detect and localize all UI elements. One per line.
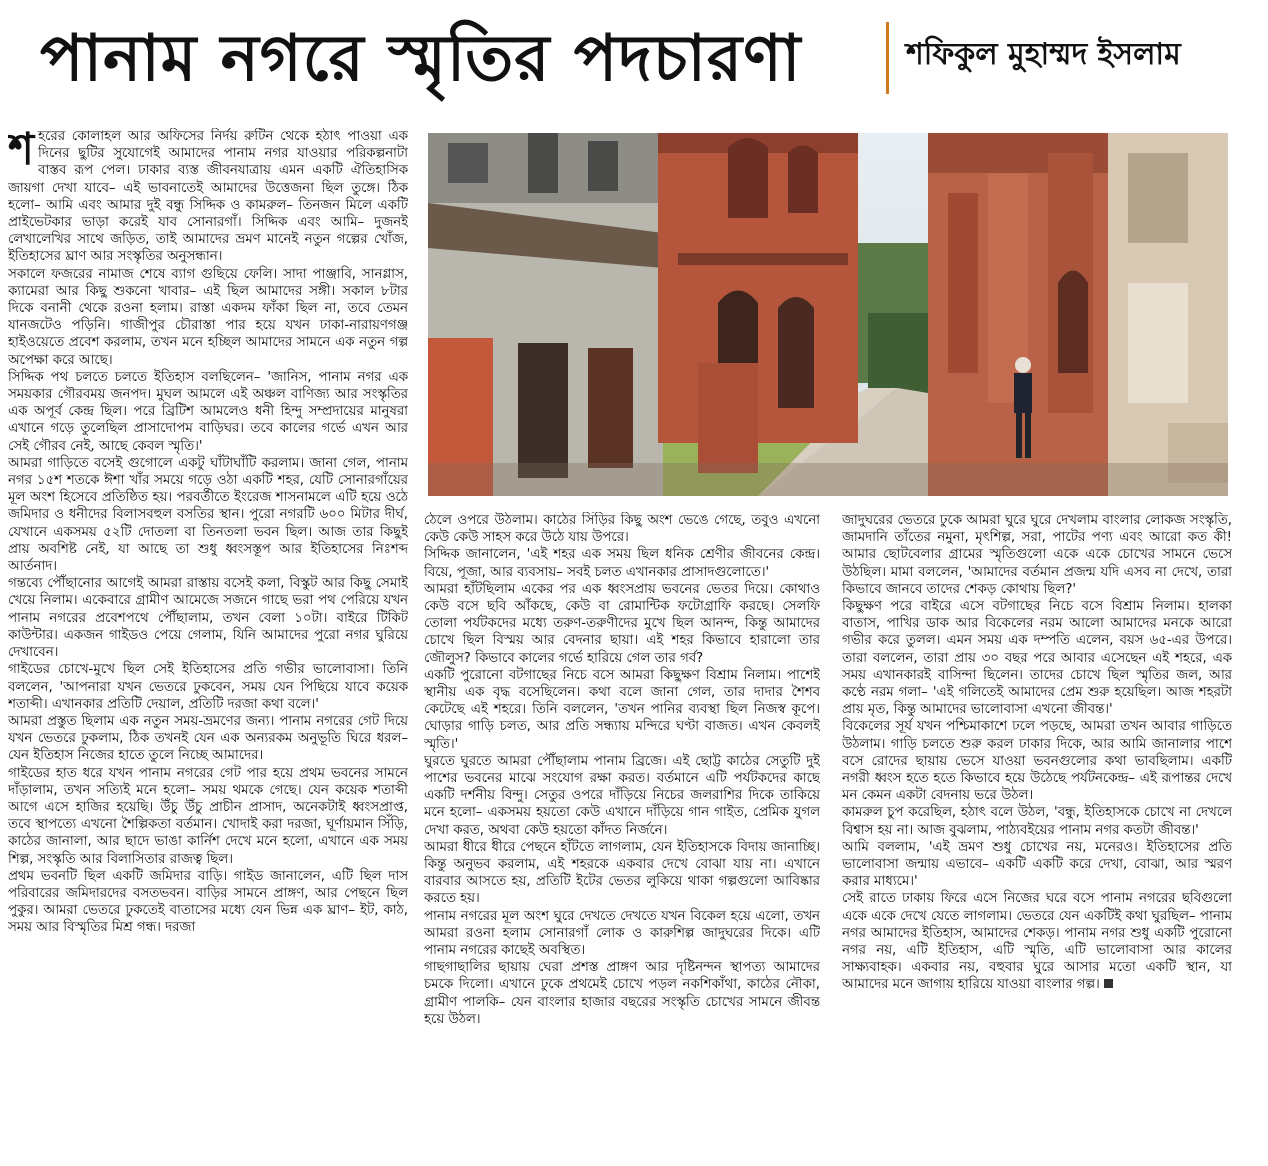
- article-paragraph: [8, 128, 408, 266]
- article-paragraph: গন্তব্যে পৌঁছানোর আগেই আমরা রাস্তায় বসেই কলা, বিস্কুট আর কিছু সেমাই খেয়ে নিলাম। একেবারে গ্রামীণ আমেজে সজনে গাছে ভরা পথ পেরিয়ে যখন পানাম নগরের প্রবেশপথে পৌঁছালাম, তখন বেলা ১০টা। বাইরে টিকিট কাউন্টার। একজন গাইডও পেয়ে গেলাম, যিনি আমাদের পুরো নগর ঘুরিয়ে দেখাবেন।: [8, 576, 408, 661]
- article-paragraph: সকালে ফজরের নামাজ শেষে ব্যাগ গুছিয়ে ফেলি। সাদা পাঞ্জাবি, সানগ্লাস, ক্যামেরা আর কিছু শুকনো খাবার– এই ছিল আমাদের সঙ্গী। সকাল ৮টার দিকে বনানী থেকে রওনা হলাম। রাস্তা একদম ফাঁকা ছিল না, তবে তেমন যানজটেও পড়িনি। গাজীপুর চৌরাস্তা পার হয়ে যখন ঢাকা-নারায়ণগঞ্জ হাইওয়েতে প্রবেশ করলাম, তখন মনে হচ্ছিল আমাদের সামনে এক নতুন গল্প অপেক্ষা করে আছে।: [8, 266, 408, 368]
- end-mark-icon: [1104, 979, 1113, 988]
- article-paragraph: কামরুল চুপ করেছিল, হঠাৎ বলে উঠল, 'বন্ধু, ইতিহাসকে চোখে না দেখলে বিশ্বাস হয় না। আজ বুঝলাম, পাঠ্যবইয়ের পানাম নগর কতটা জীবন্ত।': [842, 805, 1232, 838]
- article-paragraph: আমরা হাঁটছিলাম একের পর এক ধ্বংসপ্রায় ভবনের ভেতর দিয়ে। কোথাও কেউ বসে ছবি আঁকছে, কেউ বা রোমান্টিক ফটোগ্রাফি করছে। সেলফি তোলা পর্যটকদের মধ্যে তরুণ-তরুণীদের মুখে ছিল আনন্দ, কিন্তু আমাদের চোখে ছিল বিস্ময় আর বেদনার ছায়া। এই শহর কিভাবে হারালো তার জৌলুস? কিভাবে কালের গর্ভে হারিয়ে গেল তার গর্ব?: [424, 581, 820, 666]
- article-paragraph: গাইডের চোখে-মুখে ছিল সেই ইতিহাসের প্রতি গভীর ভালোবাসা। তিনি বললেন, 'আপনারা যখন ভেতরে ঢুকবেন, সময় যেন পিছিয়ে যাবে কয়েক শতাব্দী। এখানকার প্রতিটি দেয়াল, প্রতিটি দরজা কথা বলে।': [8, 662, 408, 712]
- title-divider: [886, 22, 889, 94]
- article-column-2: [424, 512, 820, 1158]
- article-paragraph: কিছুক্ষণ পরে বাইরে এসে বটগাছের নিচে বসে বিশ্রাম নিলাম। হালকা বাতাস, পাখির ডাক আর বিকেলের নরম আলো আমাদের মনকে আরো গভীর করে তুলল। এমন সময় এক দম্পতি এলেন, বয়স ৬৫-এর উপরে। তারা বললেন, তারা প্রায় ৩০ বছর পরে আবার এসেছেন এই শহরে, এক সময় এখানকারই বাসিন্দা ছিলেন। তাদের চোখে ছিল স্মৃতির জল, আর কণ্ঠে নরম গলা– 'এই গলিতেই আমাদের প্রেম শুরু হয়েছিল। আজ শহরটা প্রায় মৃত, কিন্তু আমাদের ভালোবাসা এখনো জীবন্ত।': [842, 599, 1232, 718]
- article-paragraph: জাদুঘরের ভেতরে ঢুকে আমরা ঘুরে ঘুরে দেখলাম বাংলার লোকজ সংস্কৃতি, জামদানি তাঁতের নমুনা, মৃৎশিল্প, সরা, পাটের পণ্য এবং আরো কত কী! আমার ছোটবেলার গ্রামের স্মৃতিগুলো একে একে চোখের সামনে ভেসে উঠছিল। মামা বললেন, 'আমাদের বর্তমান প্রজন্ম যদি এসব না দেখে, তারা কিভাবে জানবে তাদের শেকড় কোথায় ছিল?': [842, 513, 1232, 597]
- article-paragraph: আমরা ধীরে ধীরে পেছনে হাঁটতে লাগলাম, যেন ইতিহাসকে বিদায় জানাচ্ছি। কিন্তু অনুভব করলাম, এই শহরকে একবার দেখে বোঝা যায় না। এখানে বারবার আসতে হয়, প্রতিটি ইটের ভেতর লুকিয়ে থাকা গল্পগুলো আবিষ্কার করতে হয়।: [424, 839, 820, 907]
- article-column-1: [8, 128, 408, 1158]
- article-paragraph: [842, 890, 1232, 993]
- article-paragraph: সিদ্দিক পথ চলতে চলতে ইতিহাস বলছিলেন– 'জানিস, পানাম নগর এক সময়কার গৌরবময় জনপদ। মুঘল আমলে এই অঞ্চল বাণিজ্য আর সংস্কৃতির এক অপূর্ব কেন্দ্র ছিল। পরে ব্রিটিশ আমলেও ধনী হিন্দু সম্প্রদায়ের মানুষরা এখানে গড়ে তুলেছিল প্রাসাদোপম বাড়িঘর। তবে কালের গর্ভে এখন আর সেই গৌরব নেই, আছে কেবল স্মৃতি।': [8, 369, 408, 454]
- article-paragraph: ঘুরতে ঘুরতে আমরা পৌঁছালাম পানাম ব্রিজে। এই ছোট্ট কাঠের সেতুটি দুই পাশের ভবনের মাঝে সংযোগ রক্ষা করত। বর্তমানে এটি পর্যটকদের কাছে একটি দর্শনীয় বিন্দু। সেতুর ওপরে দাঁড়িয়ে নিচের জলরাশির দিকে তাকিয়ে মনে হলো– একসময় হয়তো কেউ এখানে দাঁড়িয়ে গান গাইত, প্রেমিক যুগল দেখা করত, অথবা কেউ হয়তো কাঁদত নির্জনে।: [424, 753, 820, 838]
- article-paragraph: একটি পুরোনো বটগাছের নিচে বসে আমরা কিছুক্ষণ বিশ্রাম নিলাম। পাশেই স্থানীয় এক বৃদ্ধ বসেছিলেন। কথা বলে জানা গেল, তার দাদার শৈশব কেটেছে এই শহরে। তিনি বললেন, 'তখন পানির ব্যবস্থা ছিল নিজস্ব কূপে। ঘোড়ার গাড়ি চলত, আর প্রতি সন্ধ্যায় মন্দিরে ঘণ্টা বাজত। এখন কেবলই স্মৃতি।': [424, 667, 820, 752]
- article-paragraph: গাছগাছালির ছায়ায় ঘেরা প্রশস্ত প্রাঙ্গণ আর দৃষ্টিনন্দন স্থাপত্য আমাদের চমকে দিলো। এখানে ঢুকে প্রথমেই চোখে পড়ল নকশিকাঁথা, কাঠের নৌকা, গ্রামীণ পালকি– যেন বাংলার হাজার বছরের সংস্কৃতি চোখের সামনে জীবন্ত হয়ে উঠল।: [424, 960, 820, 1027]
- drop-cap: শ: [8, 128, 35, 175]
- article-photo: [428, 133, 1228, 496]
- article-paragraph: প্রথম ভবনটি ছিল একটি জমিদার বাড়ি। গাইড জানালেন, এটি ছিল দাস পরিবারের জমিদারদের বসতভবন। বাড়ির সামনে প্রাঙ্গণ, আর পেছনে ছিল পুকুর। আমরা ভেতরে ঢুকতেই বাতাসের মধ্যে যেন ভিন্ন এক ঘ্রাণ– ইট, কাঠ, সময় আর বিস্মৃতির মিশ্র গন্ধ। দরজা: [8, 868, 408, 936]
- article-paragraph: বিকেলের সূর্য যখন পশ্চিমাকাশে ঢলে পড়ছে, আমরা তখন আবার গাড়িতে উঠলাম। গাড়ি চলতে শুরু করল ঢাকার দিকে, আর আমি জানালার পাশে বসে রোদের ছায়ায় ভেসে যাওয়া ভবনগুলোর কথা ভাবছিলাম। একটি নগরী ধ্বংস হতে হতে কিভাবে হয়ে উঠেছে পর্যটনকেন্দ্র– এই রূপান্তর দেখে মন কেমন একটা বেদনায় ভরে উঠল।: [842, 719, 1232, 804]
- article-paragraph: আমরা প্রস্তুত ছিলাম এক নতুন সময়-ভ্রমণের জন্য। পানাম নগরের গেট দিয়ে যখন ভেতরে ঢুকলাম, ঠিক তখনই যেন এক অন্যরকম অনুভূতি ঘিরে ধরল– যেন ইতিহাস নিজের হাতে তুলে নিচ্ছে আমাদের।: [8, 713, 408, 764]
- article-paragraph: আমরা গাড়িতে বসেই গুগোলে একটু ঘাঁটাঘাঁটি করলাম। জানা গেল, পানাম নগর ১৫শ শতকে ঈশা খাঁর সময়ে গড়ে ওঠা একটি শহর, যেটি সোনারগাঁয়ের মূল অংশ হিসেবে প্রতিষ্ঠিত হয়। পরবর্তীতে ইংরেজ শাসনামলে এটি হয়ে ওঠে জমিদার ও ধনীদের বিলাসবহুল বসতির স্থান। পুরো নগরটি ৬০০ মিটার দীর্ঘ, যেখানে একসময় ৫২টি দোতলা বা তিনতলা ভবন ছিল। আজ তার কিছুই প্রায় অবশিষ্ট নেই, যা আছে তা শুধু ধ্বংসস্তূপ আর ইতিহাসের নিঃশব্দ আর্তনাদ।: [8, 455, 408, 575]
- byline: শফিকুল মুহাম্মদ ইসলাম: [906, 37, 1181, 72]
- paragraph-text: সেই রাতে ঢাকায় ফিরে এসে নিজের ঘরে বসে পানাম নগরের ছবিগুলো একে একে দেখে যেতে লাগলাম। ভেতরে যেন একটিই কথা ঘুরছিল– পানাম নগর আমাদের ইতিহাস, আমাদের শেকড়। পানাম নগর শুধু একটি পুরোনো নগর নয়, এটি ইতিহাস, এটি স্মৃতি, এটি ভালোবাসা আর কালের সাক্ষ্যবাহক। একবার নয়, বহুবার ঘুরে আসার মতো একটি স্থান, যা আমাদের মনে জাগায় হারিয়ে যাওয়া বাংলার গল্প।: [842, 891, 1232, 993]
- article-header: [0, 0, 1268, 120]
- article-paragraph: আমি বললাম, 'এই ভ্রমণ শুধু চোখের নয়, মনেরও। ইতিহাসের প্রতি ভালোবাসা জন্মায় এভাবে– একটি একটি করে দেখা, বোঝা, আর স্মরণ করার মাধ্যমে।': [842, 839, 1232, 890]
- article-paragraph: পানাম নগরের মূল অংশ ঘুরে দেখতে দেখতে যখন বিকেল হয়ে এলো, তখন আমরা রওনা হলাম সোনারগাঁ লোক ও কারুশিল্প জাদুঘরের দিকে। এটি পানাম নগরের কাছেই অবস্থিত।: [424, 908, 820, 959]
- article-paragraph: গাইডের হাত ধরে যখন পানাম নগরের গেট পার হয়ে প্রথম ভবনের সামনে দাঁড়ালাম, তখন সত্যিই মনে হলো– সময় থমকে গেছে। যেন কয়েক শতাব্দী আগে এসে হাজির হয়েছি। উঁচু উঁচু প্রাচীন প্রাসাদ, অনেকটাই ধ্বংসপ্রাপ্ত, তবে স্থাপত্যে এখনো শৈল্পিকতা বর্তমান। খোদাই করা দরজা, ঘূর্ণায়মান সিঁড়ি, কাঠের জানালা, আর ছাদে ভাঙা কার্নিশ দেখে মনে হলো, এখানে এক সময় শিল্প, সংস্কৃতি আর বিলাসিতার রাজত্ব ছিল।: [8, 765, 408, 867]
- headline: পানাম নগরে স্মৃতির পদচারণা: [40, 22, 802, 96]
- paragraph-text: হরের কোলাহল আর অফিসের নির্দয় রুটিন থেকে হঠাৎ পাওয়া এক দিনের ছুটির সুযোগেই আমাদের পানাম নগর যাওয়ার পরিকল্পনাটা বাস্তব রূপ পেল। ঢাকার ব্যস্ত জীবনযাত্রায় এমন একটি ঐতিহাসিক জায়গা দেখা যাবে– এই ভাবনাতেই আমাদের উত্তেজনা ছিল তুঙ্গে। ঠিক হলো– আমি এবং আমার দুই বন্ধু সিদ্দিক ও কামরুল– তিনজন মিলে একটি প্রাইভেটকার ভাড়া করেই যাব সোনারগাঁ। সিদ্দিক এবং আমি– দুজনই লেখালেখির সাথে জড়িত, তাই আমাদের ভ্রমণ মানেই নতুন গল্পের খোঁজ, ইতিহাসের ঘ্রাণ আর সংস্কৃতির অনুসন্ধান।: [8, 129, 408, 265]
- article-paragraph: সিদ্দিক জানালেন, 'এই শহর এক সময় ছিল ধনিক শ্রেণীর জীবনের কেন্দ্র। বিয়ে, পূজা, আর ব্যবসায়– সবই চলত এখানকার প্রাসাদগুলোতে।': [424, 547, 820, 580]
- article-paragraph: ঠেলে ওপরে উঠলাম। কাঠের সিঁড়ির কিছু অংশ ভেঙে গেছে, তবুও এখনো কেউ কেউ সাহস করে উঠে যায় উপরে।: [424, 513, 820, 546]
- article-column-3: [842, 512, 1232, 1158]
